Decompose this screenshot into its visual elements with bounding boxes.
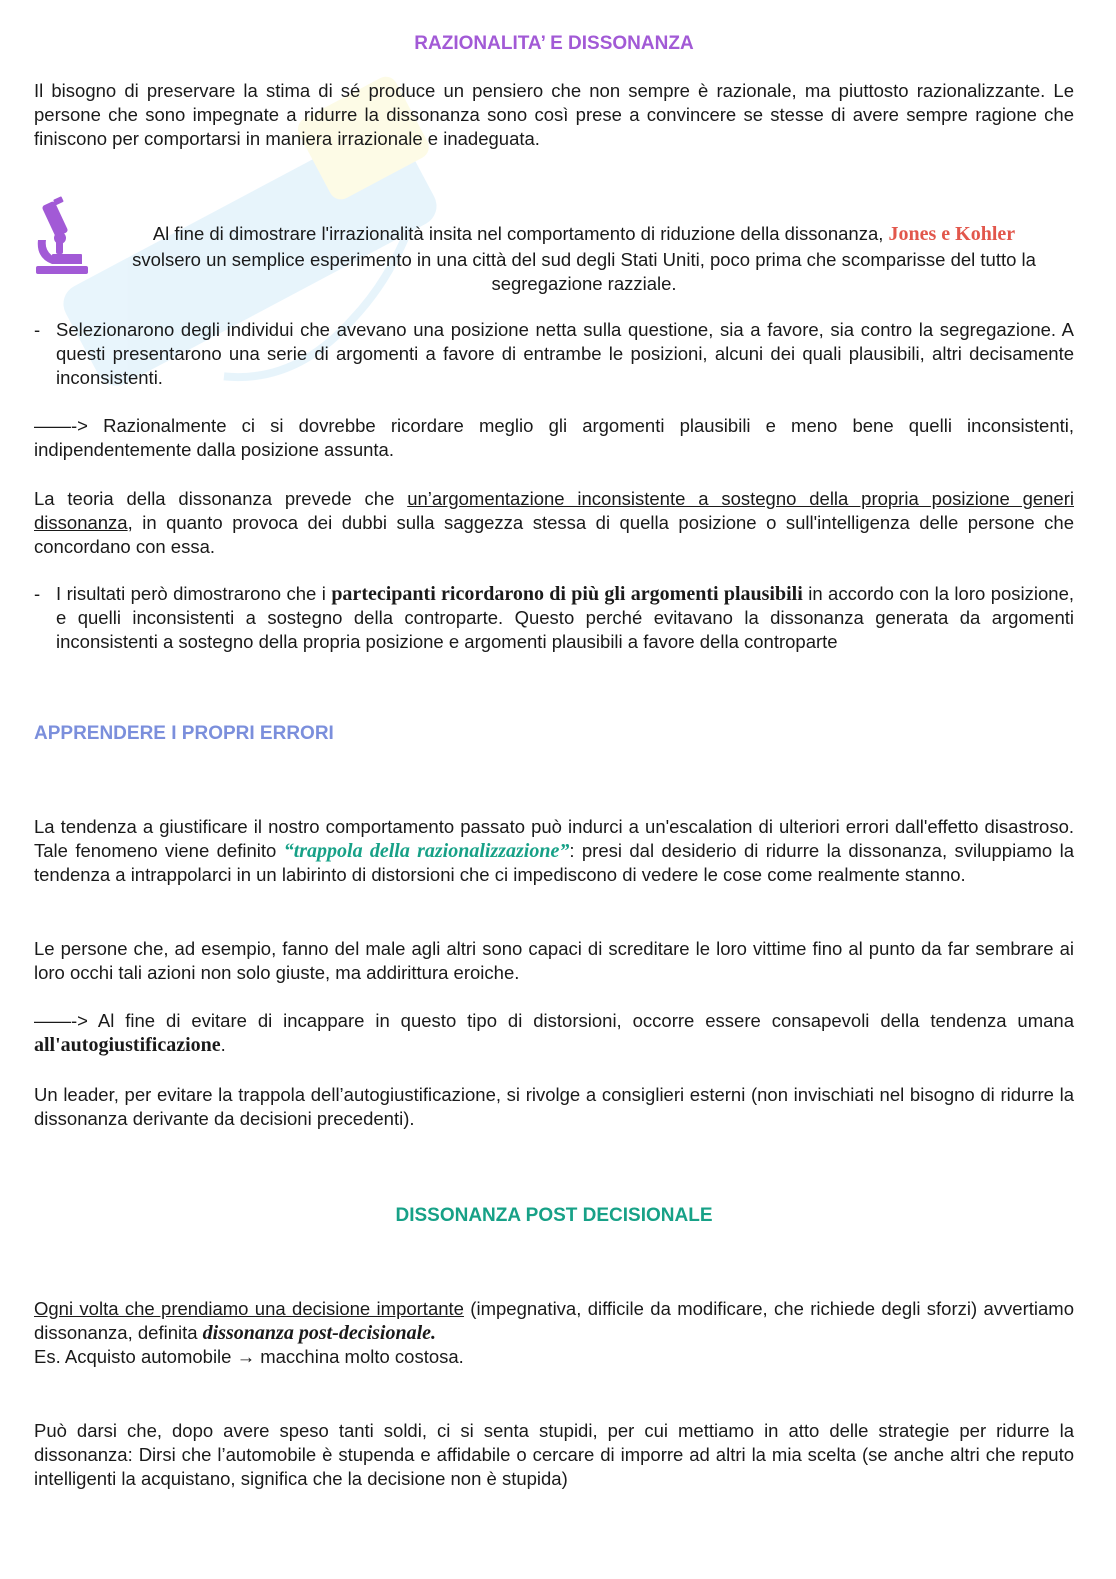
experiment-paragraph: Al fine di dimostrare l'irrazionalità insita nel comportamento di riduzione della dissonanza, Jones e Kohler svolsero un semplice esperimento in una città del sud degli Stati Uniti, poco prima che scomparisse del tutto la segregazione razziale. bbox=[132, 223, 1036, 294]
section-title-post-decisionale: DISSONANZA POST DECISIONALE bbox=[395, 1205, 713, 1226]
leader-paragraph: Un leader, per evitare la trappola dell’autogiustificazione, si rivolge a consiglieri esterni (non invischiati nel bisogno di ridurre la dissonanza derivante da decisioni precedenti). bbox=[34, 1084, 1074, 1129]
intro-paragraph: Il bisogno di preservare la stima di sé produce un pensiero che non sempre è razionale, ma piuttosto razionalizzante. Le persone che sono impegnate a ridurre la dissonanza sono così prese a convincere se stesse di avere sempre ragione che finiscono per comportarsi in maniera irrazionale e inadeguata. bbox=[34, 80, 1074, 149]
victims-paragraph: Le persone che, ad esempio, fanno del male agli altri sono capaci di screditare le loro vittime fino al punto da far sembrare ai loro occhi tali azioni non solo giuste, ma addirittura eroiche. bbox=[34, 938, 1074, 983]
example-line: Es. Acquisto automobile → macchina molto costosa. bbox=[34, 1346, 464, 1367]
decision-paragraph: Ogni volta che prendiamo una decisione importante (impegnativa, difficile da modificare, che richiede degli sforzi) avvertiamo dissonanza, definita dissonanza post-decisionale. Es. Acquisto automobile → macchina molto costosa. bbox=[34, 1298, 1074, 1367]
theory-paragraph: La teoria della dissonanza prevede che un’argomentazione inconsistente a sostegno della propria posizione generi dissonanza, in quanto provoca dei dubbi sulla saggezza stessa di quella posizione o sull'intelligenza delle persone che concordano con essa. bbox=[34, 488, 1074, 557]
trap-paragraph: La tendenza a giustificare il nostro comportamento passato può indurci a un'escalation di ulteriori errori dall'effetto disastroso. Tale fenomeno viene definito “trappola della razionalizzazione”: presi dal desiderio di ridurre la dissonanza, sviluppiamo la tendenza a intrappolarci in un labirinto di distorsioni che ci impediscono di vedere le cose come realmente stanno. bbox=[34, 816, 1074, 885]
authors-highlight: Jones e Kohler bbox=[888, 223, 1016, 245]
bullet-selection: - Selezionarono degli individui che avevano una posizione netta sulla questione, sia a favore, sia contro la segregazione. A questi presentarono una serie di argomenti a favore di entrambe le posizioni, alcuni dei quali plausibili, altri decisamente inconsistenti. bbox=[34, 319, 1074, 388]
section-title-razionalita: RAZIONALITA’ E DISSONANZA bbox=[414, 33, 694, 54]
microscope-icon bbox=[34, 196, 90, 276]
section-title-errori: APPRENDERE I PROPRI ERRORI bbox=[34, 723, 334, 744]
arrow-rational-note: ——-> Razionalmente ci si dovrebbe ricordare meglio gli argomenti plausibili e meno bene quelli inconsistenti, indipendentemente dalla posizione assunta. bbox=[34, 415, 1074, 460]
strategies-paragraph: Può darsi che, dopo avere speso tanti soldi, ci si senta stupidi, per cui mettiamo in atto delle strategie per ridurre la dissonanza: Dirsi che l’automobile è stupenda e affidabile o cercare di imporre ad altri la mia scelta (se anche altri che reputo intelligenti la acquistano, significa che la decisione non è stupida) bbox=[34, 1420, 1074, 1489]
bullet-results: - I risultati però dimostrarono che i partecipanti ricordarono di più gli argomenti plausibili in accordo con la loro posizione, e quelli inconsistenti a sostegno della controparte. Questo perché evitavano la dissonanza generata da argomenti inconsistenti a sostegno della propria posizione e argomenti plausibili a favore della controparte bbox=[34, 583, 1075, 652]
arrow-selfjustification-note: ——-> Al fine di evitare di incappare in questo tipo di distorsioni, occorre essere consapevoli della tendenza umana all'autogiustificazione. bbox=[34, 1010, 1074, 1056]
